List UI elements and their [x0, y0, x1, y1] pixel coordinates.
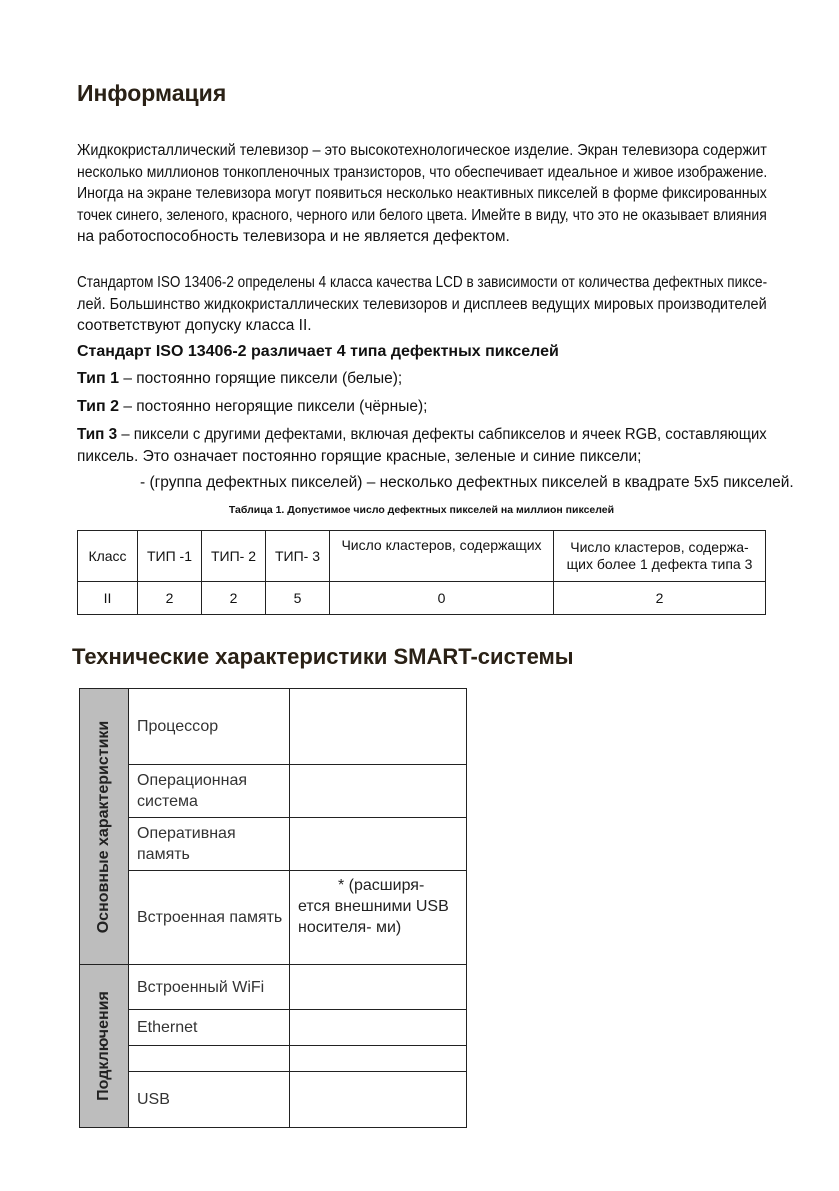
defect-pixels-table	[77, 530, 766, 615]
spec-value	[290, 1072, 466, 1127]
standard-line: Стандартом ISO 13406-2 определены 4 класса качества LCD в зависимости от количества дефектных пиксе-	[77, 274, 768, 291]
page-title: Информация	[77, 80, 227, 106]
table-cell: 2	[138, 582, 202, 615]
intro-line: Жидкокристаллический телевизор – это высокотехнологическое изделие. Экран телевизора содержит	[77, 142, 767, 159]
table-cell: II	[78, 582, 138, 615]
spec-row-os	[128, 765, 466, 818]
type-3-text-cont: пиксель. Это означает постоянно горящие красные, зеленые и синие пиксели;	[77, 447, 642, 465]
standard-paragraph	[77, 272, 767, 337]
type-1-label: Тип 1	[77, 370, 120, 387]
type-2-item	[77, 396, 427, 418]
intro-line: Иногда на экране телевизора могут появиться несколько неактивных пикселей в форме фиксированных	[77, 185, 767, 202]
smart-specs-title: Технические характеристики SMART-системы	[72, 644, 574, 669]
spec-label	[129, 1046, 290, 1071]
spec-value	[290, 1010, 466, 1045]
spec-value	[290, 689, 466, 764]
intro-line: на работоспособность телевизора и не является дефектом.	[77, 228, 510, 245]
table-cell: 5	[266, 582, 330, 615]
spec-label: USB	[129, 1072, 290, 1127]
spec-label: Операционная система	[129, 765, 290, 817]
type-2-text: – постоянно негорящие пиксели (чёрные);	[123, 398, 428, 415]
table-header-cell: ТИП- 3	[266, 531, 330, 582]
group-connections-label: Подключения	[95, 991, 112, 1101]
table-header-cell: Число кластеров, содержа- щих более 1 дефекта типа 3	[554, 531, 766, 582]
spec-label: Встроенная память	[129, 871, 290, 964]
spec-row-empty	[128, 1046, 466, 1072]
table-cell: 0	[330, 582, 554, 615]
spec-value	[290, 765, 466, 817]
table-caption: Таблица 1. Допустимое число дефектных пикселей на миллион пикселей	[228, 504, 615, 516]
type-2-label: Тип 2	[77, 398, 120, 415]
spec-value	[290, 1046, 466, 1071]
group-main-specs	[80, 689, 128, 965]
intro-paragraph	[77, 140, 767, 248]
standard-line: соответствуют допуску класса II.	[77, 317, 312, 334]
table-header-cell: Число кластеров, содержащих	[330, 531, 554, 582]
standard-line: лей. Большинство жидкокристаллических телевизоров и дисплеев ведущих мировых производителей	[77, 295, 767, 313]
spec-value	[290, 965, 466, 1009]
spec-label: Процессор	[129, 689, 290, 764]
intro-line: несколько миллионов тонкопленочных транзисторов, что обеспечивает идеальное и живое изображение.	[77, 163, 768, 181]
type-1-text: – постоянно горящие пиксели (белые);	[123, 370, 403, 387]
spec-row-processor	[128, 689, 466, 765]
type-3-text: – пиксели с другими дефектами, включая дефекты сабпикселов и ячеек RGB, составляющих	[121, 426, 767, 443]
table-row	[78, 582, 766, 615]
spec-row-storage	[128, 871, 466, 965]
spec-row-ram	[128, 818, 466, 871]
group-main-specs-label: Основные характеристики	[95, 720, 112, 933]
spec-label: Ethernet	[129, 1010, 290, 1045]
group-connections	[80, 965, 128, 1127]
intro-line: точек синего, зеленого, красного, черного или белого цвета. Имейте в виду, что это не оказывает влияния	[77, 206, 767, 224]
spec-label: Встроенный WiFi	[129, 965, 290, 1009]
spec-row-wifi	[128, 965, 466, 1010]
type-1-item	[77, 368, 402, 390]
smart-specs-table	[79, 688, 467, 1128]
spec-label: Оперативная память	[129, 818, 290, 870]
types-heading: Стандарт ISO 13406-2 различает 4 типа дефектных пикселей	[77, 343, 559, 360]
spec-row-ethernet	[128, 1010, 466, 1046]
spec-value	[290, 818, 466, 870]
table-cell: 2	[554, 582, 766, 615]
spec-value: * (расширя- ется внешними USB носителя- ми)	[298, 877, 449, 936]
table-header-cell: ТИП -1	[138, 531, 202, 582]
table-header-cell: Класс	[78, 531, 138, 582]
type-3-label: Тип 3	[77, 426, 118, 443]
spec-row-usb	[128, 1072, 466, 1127]
table-header-row	[78, 531, 766, 582]
table-cell: 2	[202, 582, 266, 615]
type-3-item	[77, 424, 767, 467]
cluster-note: - (группа дефектных пикселей) – несколько дефектных пикселей в квадрате 5х5 пикселей.	[140, 474, 794, 491]
table-header-cell: ТИП- 2	[202, 531, 266, 582]
